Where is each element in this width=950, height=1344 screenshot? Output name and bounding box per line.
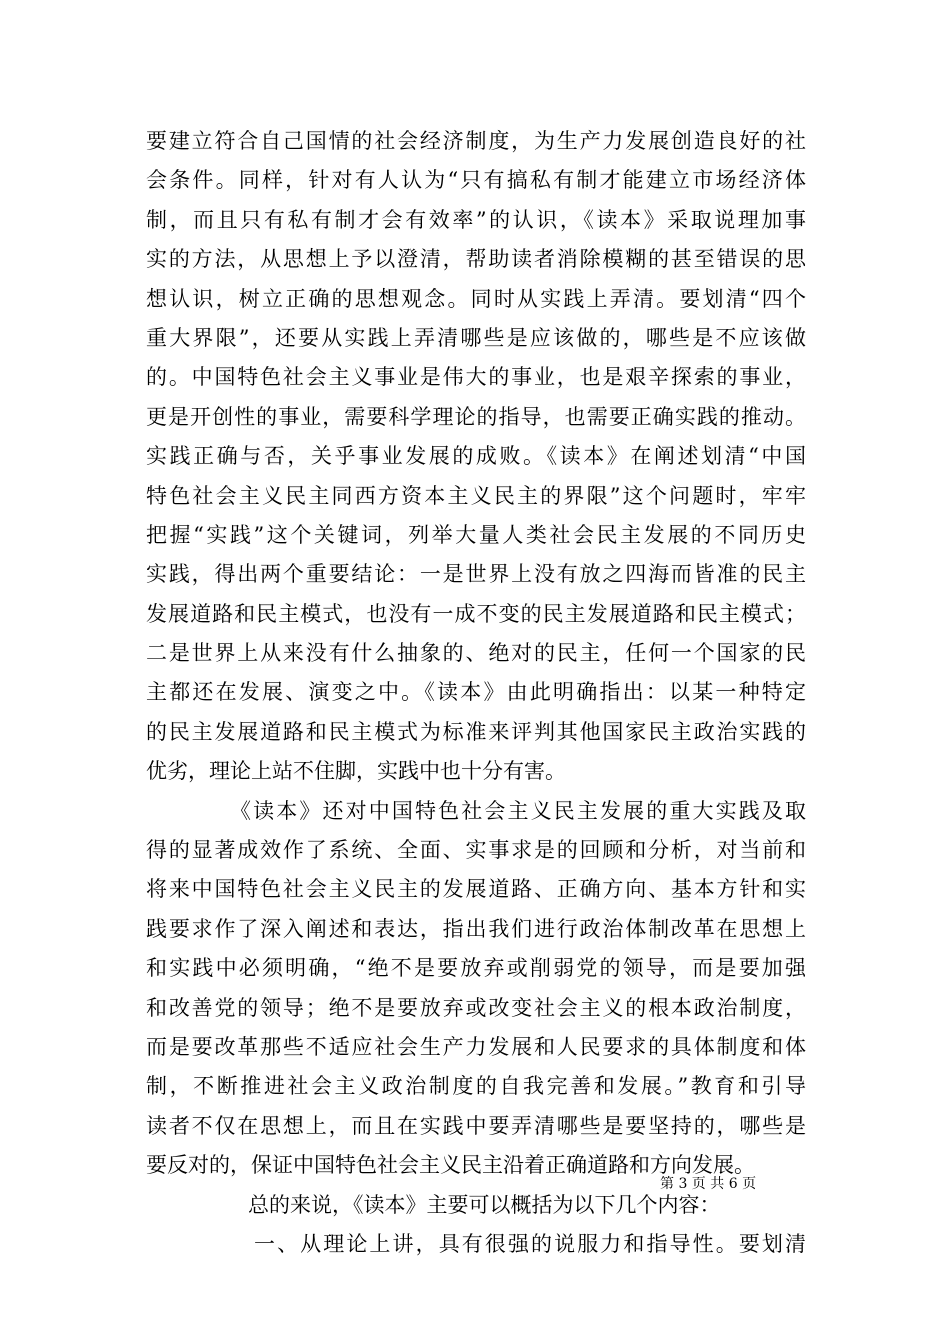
text-line: 而是要改革那些不适应社会生产力发展和人民要求的具体制度和体 <box>146 1034 806 1059</box>
text-line: 二是世界上从来没有什么抽象的、绝对的民主，任何一个国家的民 <box>146 641 806 666</box>
text-line: 会条件。同样，针对有人认为“只有搞私有制才能建立市场经济体 <box>146 168 806 193</box>
text-line: 重大界限”，还要从实践上弄清哪些是应该做的，哪些是不应该做 <box>146 325 806 350</box>
text-line: 想认识，树立正确的思想观念。同时从实践上弄清。要划清“四个 <box>146 286 806 311</box>
text-line: 更是开创性的事业，需要科学理论的指导，也需要正确实践的推动。 <box>146 404 806 429</box>
text-line: 一、从理论上讲，具有很强的说服力和指导性。要划清 <box>254 1231 806 1256</box>
text-line: 主都还在发展、演变之中。《读本》由此明确指出：以某一种特定 <box>146 680 806 705</box>
text-line: 和改善党的领导；绝不是要放弃或改变社会主义的根本政治制度， <box>146 995 806 1020</box>
text-line: 总的来说，《读本》主要可以概括为以下几个内容： <box>248 1192 721 1217</box>
text-line: 的民主发展道路和民主模式为标准来评判其他国家民主政治实践的 <box>146 719 806 744</box>
text-line: 将来中国特色社会主义民主的发展道路、正确方向、基本方针和实 <box>146 877 806 902</box>
page-footer: 第 3 页 共 6 页 <box>660 1176 757 1192</box>
text-line: 《读本》还对中国特色社会主义民主发展的重大实践及取 <box>230 798 806 823</box>
text-line: 实的方法，从思想上予以澄清，帮助读者消除模糊的甚至错误的思 <box>146 247 806 272</box>
text-line: 的。中国特色社会主义事业是伟大的事业，也是艰辛探索的事业， <box>146 365 806 390</box>
text-line: 优劣，理论上站不住脚，实践中也十分有害。 <box>146 759 566 784</box>
text-line: 发展道路和民主模式，也没有一成不变的民主发展道路和民主模式； <box>146 601 806 626</box>
text-line: 制，不断推进社会主义政治制度的自我完善和发展。”教育和引导 <box>146 1074 806 1099</box>
text-line: 要反对的，保证中国特色社会主义民主沿着正确道路和方向发展。 <box>146 1153 755 1178</box>
text-line: 读者不仅在思想上，而且在实践中要弄清哪些是要坚持的，哪些是 <box>146 1113 806 1138</box>
text-line: 特色社会主义民主同西方资本主义民主的界限”这个问题时，牢牢 <box>146 483 806 508</box>
text-line: 制，而且只有私有制才会有效率”的认识，《读本》采取说理加事 <box>146 207 806 232</box>
body-text <box>146 122 806 1264</box>
text-line: 得的显著成效作了系统、全面、实事求是的回顾和分析，对当前和 <box>146 838 806 863</box>
text-line: 实践，得出两个重要结论：一是世界上没有放之四海而皆准的民主 <box>146 562 806 587</box>
text-line: 把握“实践”这个关键词，列举大量人类社会民主发展的不同历史 <box>146 522 806 547</box>
text-line: 和实践中必须明确，“绝不是要放弃或削弱党的领导，而是要加强 <box>146 956 806 981</box>
text-line: 实践正确与否，关乎事业发展的成败。《读本》在阐述划清“中国 <box>146 444 806 469</box>
text-line: 践要求作了深入阐述和表达，指出我们进行政治体制改革在思想上 <box>146 916 806 941</box>
text-line: 要建立符合自己国情的社会经济制度，为生产力发展创造良好的社 <box>146 129 806 153</box>
